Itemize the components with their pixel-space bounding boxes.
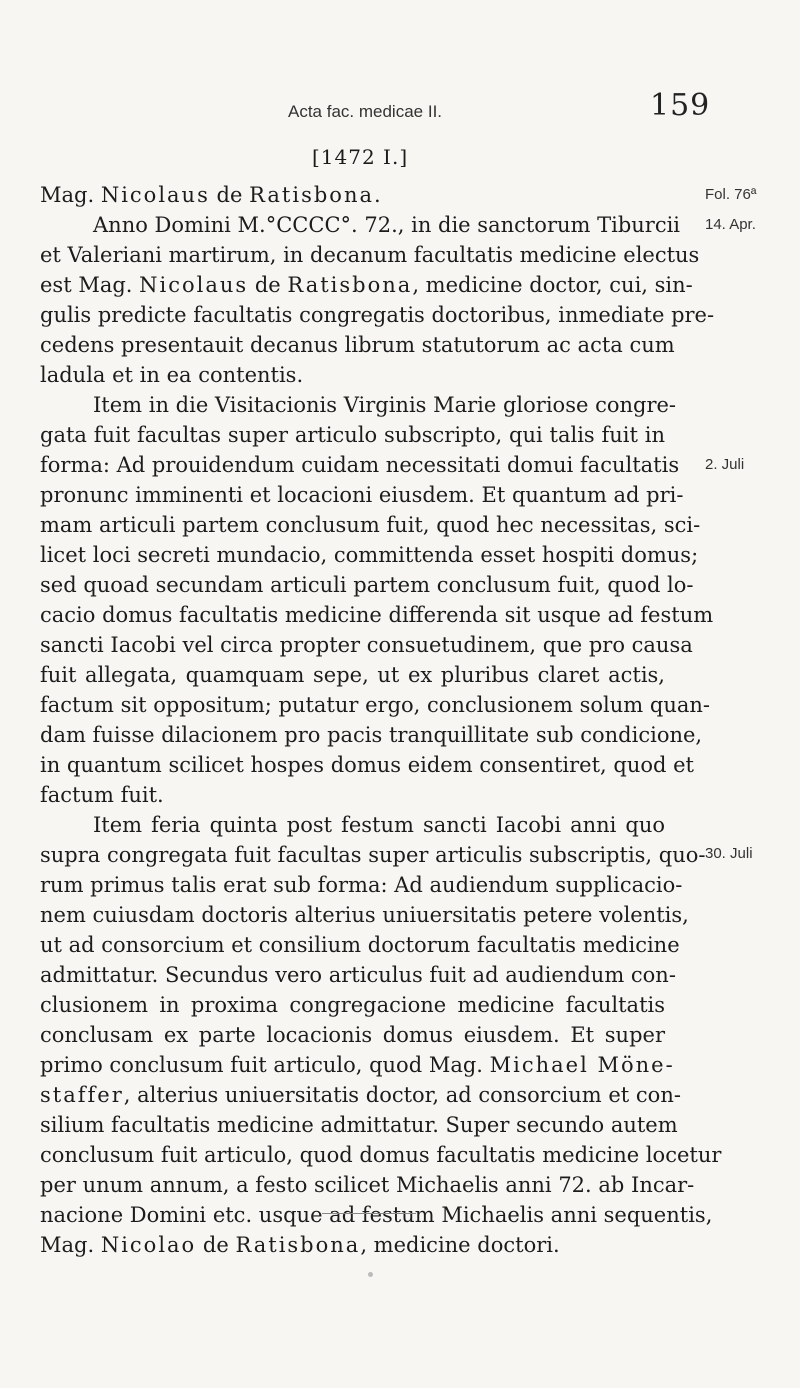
text-line: ladula et in ea contentis. — [40, 363, 304, 387]
text-line — [40, 1050, 675, 1080]
text-line — [40, 1080, 681, 1110]
text-line: per unum annum, a festo scilicet Michaelis anni 72. ab Incar- — [40, 1173, 695, 1197]
spaced-name: staffer — [40, 1083, 124, 1107]
page-number: 159 — [650, 88, 711, 123]
text-line: fuit allegata, quamquam sepe, ut ex pluribus claret actis, — [40, 663, 665, 687]
text-line: in quantum scilicet hospes domus eidem consentiret, quod et — [40, 753, 694, 777]
text-line — [40, 270, 693, 300]
end-rule — [322, 1213, 416, 1214]
text-fragment: primo conclusum fuit articulo, quod Mag. — [40, 1053, 490, 1077]
spaced-name: Nicolaus — [100, 183, 210, 207]
text-line: supra congregata fuit facultas super articulis subscriptis, quo- — [40, 843, 706, 867]
text-line: Anno Domini M.°CCCC°. 72., in die sanctorum Tiburcii — [93, 213, 681, 237]
text-line: dam fuisse dilacionem pro pacis tranquillitate sub condicione, — [40, 723, 703, 747]
text-fragment: de — [209, 183, 250, 207]
text-fragment: , medicine doctori. — [360, 1233, 560, 1257]
margin-note-folio: Fol. 76ª — [705, 186, 757, 203]
text-line: admittatur. Secundus vero articulus fuit ad audiendum con- — [40, 963, 676, 987]
spaced-name: Michael Möne- — [489, 1053, 675, 1077]
text-line — [40, 1230, 665, 1260]
text-fragment: de — [196, 1233, 236, 1257]
text-line: Item feria quinta post festum sancti Iacobi anni quo — [93, 813, 665, 837]
text-line: rum primus talis erat sub forma: Ad audiendum supplicacio- — [40, 873, 683, 897]
text-line: factum fuit. — [40, 783, 164, 807]
spaced-name: Ratisbona — [249, 183, 374, 207]
spaced-name: Ratisbona — [287, 273, 413, 297]
spaced-name: Nicolao — [100, 1233, 197, 1257]
text-line: ut ad consorcium et consilium doctorum facultatis medicine — [40, 933, 680, 957]
text-fragment: , medicine doctor, cui, sin- — [412, 273, 693, 297]
text-line: licet loci secreti mundacio, committenda esset hospiti domus; — [40, 543, 699, 567]
text-line: cedens presentauit decanus librum statutorum ac acta cum — [40, 333, 675, 357]
text-fragment: . — [374, 183, 381, 207]
text-fragment: , alterius uniuersitatis doctor, ad consorcium et con- — [123, 1083, 681, 1107]
text-line: sed quoad secundam articuli partem conclusum fuit, quod lo- — [40, 573, 694, 597]
text-line: factum sit oppositum; putatur ergo, conclusionem solum quan- — [40, 693, 710, 717]
text-line: gata fuit facultas super articulo subscripto, qui talis fuit in — [40, 423, 665, 447]
text-line: clusionem in proxima congregacione medicine facultatis — [40, 993, 665, 1017]
text-line: conclusam ex parte locacionis domus eiusdem. Et super — [40, 1023, 665, 1047]
page-blemish — [368, 1272, 373, 1277]
text-fragment: de — [248, 273, 288, 297]
text-line: conclusum fuit articulo, quod domus facultatis medicine locetur — [40, 1143, 722, 1167]
text-line: nacione Domini etc. usque ad festum Michaelis anni sequentis, — [40, 1203, 713, 1227]
text-line: forma: Ad prouidendum cuidam necessitati domui facultatis — [40, 453, 680, 477]
text-line: pronunc imminenti et locacioni eiusdem. Et quantum ad pri- — [40, 483, 684, 507]
text-line: silium facultatis medicine admittatur. Super secundo autem — [40, 1113, 678, 1137]
text-fragment: Mag. — [40, 183, 101, 207]
text-line: mam articuli partem conclusum fuit, quod hec necessitas, sci- — [40, 513, 701, 537]
text-line — [40, 180, 665, 210]
spaced-name: Nicolaus — [139, 273, 249, 297]
running-title: Acta fac. medicae II. — [288, 102, 443, 121]
text-line: Item in die Visitacionis Virginis Marie gloriose congre- — [93, 393, 677, 417]
document-body — [40, 180, 722, 1260]
text-fragment: Mag. — [40, 1233, 101, 1257]
text-line: cacio domus facultatis medicine differenda sit usque ad festum — [40, 603, 714, 627]
text-line: gulis predicte facultatis congregatis doctoribus, inmediate pre- — [40, 303, 715, 327]
spaced-name: Ratisbona — [235, 1233, 361, 1257]
year-reference: [1472 I.] — [312, 145, 409, 169]
text-fragment: est Mag. — [40, 273, 140, 297]
text-line: et Valeriani martirum, in decanum facultatis medicine electus — [40, 243, 700, 267]
text-line: sancti Iacobi vel circa propter consuetudinem, que pro causa — [40, 633, 693, 657]
margin-note-date-2: 2. Juli — [705, 456, 745, 473]
margin-note-date-3: 30. Juli — [705, 845, 753, 862]
text-line: nem cuiusdam doctoris alterius uniuersitatis petere volentis, — [40, 903, 689, 927]
margin-note-date-1: 14. Apr. — [705, 216, 756, 233]
